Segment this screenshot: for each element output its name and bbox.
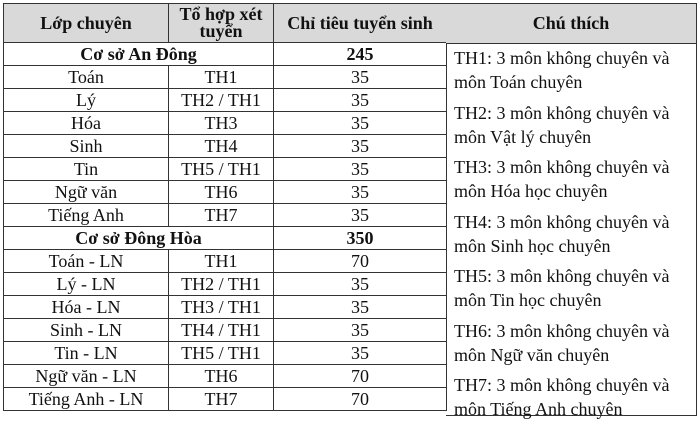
combo-cell: TH4 / TH1 bbox=[169, 319, 274, 342]
combo-cell: TH6 bbox=[169, 365, 274, 388]
combo-cell: TH1 bbox=[169, 250, 274, 273]
campus-name: Cơ sở An Đông bbox=[4, 43, 274, 66]
notes-list bbox=[446, 44, 696, 426]
campus-total: 245 bbox=[274, 43, 447, 66]
note-line: TH7: 3 môn không chuyên và bbox=[454, 375, 670, 395]
note-line: TH1: 3 môn không chuyên và bbox=[454, 48, 670, 68]
quota-cell: 35 bbox=[274, 158, 447, 181]
notes-header: Chú thích bbox=[446, 4, 696, 44]
campus-row-an-dong bbox=[4, 43, 447, 66]
quota-cell: 35 bbox=[274, 89, 447, 112]
note-line: TH5: 3 môn không chuyên và bbox=[454, 266, 670, 286]
note-item bbox=[454, 262, 696, 317]
header-quota: Chỉ tiêu tuyển sinh bbox=[274, 4, 447, 43]
table-row bbox=[4, 112, 447, 135]
note-line: môn Sinh học chuyên bbox=[454, 235, 611, 256]
subject-cell: Toán - LN bbox=[4, 250, 169, 273]
combo-cell: TH5 / TH1 bbox=[169, 158, 274, 181]
subject-cell: Sinh - LN bbox=[4, 319, 169, 342]
note-item bbox=[454, 317, 696, 372]
combo-cell: TH3 bbox=[169, 112, 274, 135]
quota-cell: 35 bbox=[274, 273, 447, 296]
quota-cell: 35 bbox=[274, 112, 447, 135]
combo-cell: TH5 / TH1 bbox=[169, 342, 274, 365]
table-row bbox=[4, 273, 447, 296]
table-row bbox=[4, 365, 447, 388]
quota-cell: 70 bbox=[274, 388, 447, 411]
table-row bbox=[4, 181, 447, 204]
campus-name: Cơ sở Đông Hòa bbox=[4, 227, 274, 250]
subject-cell: Tin - LN bbox=[4, 342, 169, 365]
subject-cell: Hóa bbox=[4, 112, 169, 135]
note-line: môn Tiếng Anh chuyên bbox=[454, 399, 623, 419]
combo-cell: TH4 bbox=[169, 135, 274, 158]
quota-cell: 70 bbox=[274, 365, 447, 388]
note-line: môn Toán chuyên bbox=[454, 72, 583, 92]
table-row bbox=[4, 66, 447, 89]
combo-cell: TH2 / TH1 bbox=[169, 273, 274, 296]
table-row bbox=[4, 342, 447, 365]
note-line: TH2: 3 môn không chuyên và bbox=[454, 102, 670, 123]
combo-cell: TH7 bbox=[169, 204, 274, 227]
subject-cell: Toán bbox=[4, 66, 169, 89]
subject-cell: Hóa - LN bbox=[4, 296, 169, 319]
combo-cell: TH7 bbox=[169, 388, 274, 411]
note-item bbox=[454, 371, 696, 426]
table-row bbox=[4, 388, 447, 411]
header-combo: Tổ hợp xét tuyển bbox=[169, 4, 274, 43]
table-header-row bbox=[4, 4, 447, 43]
quota-cell: 70 bbox=[274, 250, 447, 273]
subject-cell: Sinh bbox=[4, 135, 169, 158]
subject-cell: Ngữ văn bbox=[4, 181, 169, 204]
note-item bbox=[454, 99, 696, 154]
table-row bbox=[4, 89, 447, 112]
quota-cell: 35 bbox=[274, 319, 447, 342]
combo-cell: TH3 / TH1 bbox=[169, 296, 274, 319]
quota-cell: 35 bbox=[274, 342, 447, 365]
table-row bbox=[4, 135, 447, 158]
campus-total: 350 bbox=[274, 227, 447, 250]
table-row bbox=[4, 204, 447, 227]
table-row bbox=[4, 250, 447, 273]
quota-table bbox=[3, 3, 447, 411]
quota-cell: 35 bbox=[274, 296, 447, 319]
combo-cell: TH6 bbox=[169, 181, 274, 204]
combo-cell: TH1 bbox=[169, 66, 274, 89]
note-item bbox=[454, 44, 696, 99]
subject-cell: Tiếng Anh - LN bbox=[4, 388, 169, 411]
quota-cell: 35 bbox=[274, 181, 447, 204]
subject-cell: Tiếng Anh bbox=[4, 204, 169, 227]
table-row bbox=[4, 319, 447, 342]
subject-cell: Tin bbox=[4, 158, 169, 181]
table-row bbox=[4, 158, 447, 181]
subject-cell: Ngữ văn - LN bbox=[4, 365, 169, 388]
note-line: TH6: 3 môn không chuyên và bbox=[454, 320, 670, 341]
quota-cell: 35 bbox=[274, 135, 447, 158]
note-item bbox=[454, 153, 696, 208]
quota-cell: 35 bbox=[274, 204, 447, 227]
note-line: TH4: 3 môn không chuyên và bbox=[454, 211, 670, 232]
subject-cell: Lý - LN bbox=[4, 273, 169, 296]
notes-panel bbox=[446, 3, 697, 419]
note-line: TH3: 3 môn không chuyên và bbox=[454, 157, 670, 177]
combo-cell: TH2 / TH1 bbox=[169, 89, 274, 112]
note-line: môn Ngữ văn chuyên bbox=[454, 344, 610, 365]
note-item bbox=[454, 208, 696, 263]
note-line: môn Hóa học chuyên bbox=[454, 181, 608, 201]
campus-row-dong-hoa bbox=[4, 227, 447, 250]
subject-cell: Lý bbox=[4, 89, 169, 112]
header-class: Lớp chuyên bbox=[4, 4, 169, 43]
note-line: môn Tin học chuyên bbox=[454, 290, 602, 310]
quota-cell: 35 bbox=[274, 66, 447, 89]
note-line: môn Vật lý chuyên bbox=[454, 126, 592, 147]
table-row bbox=[4, 296, 447, 319]
